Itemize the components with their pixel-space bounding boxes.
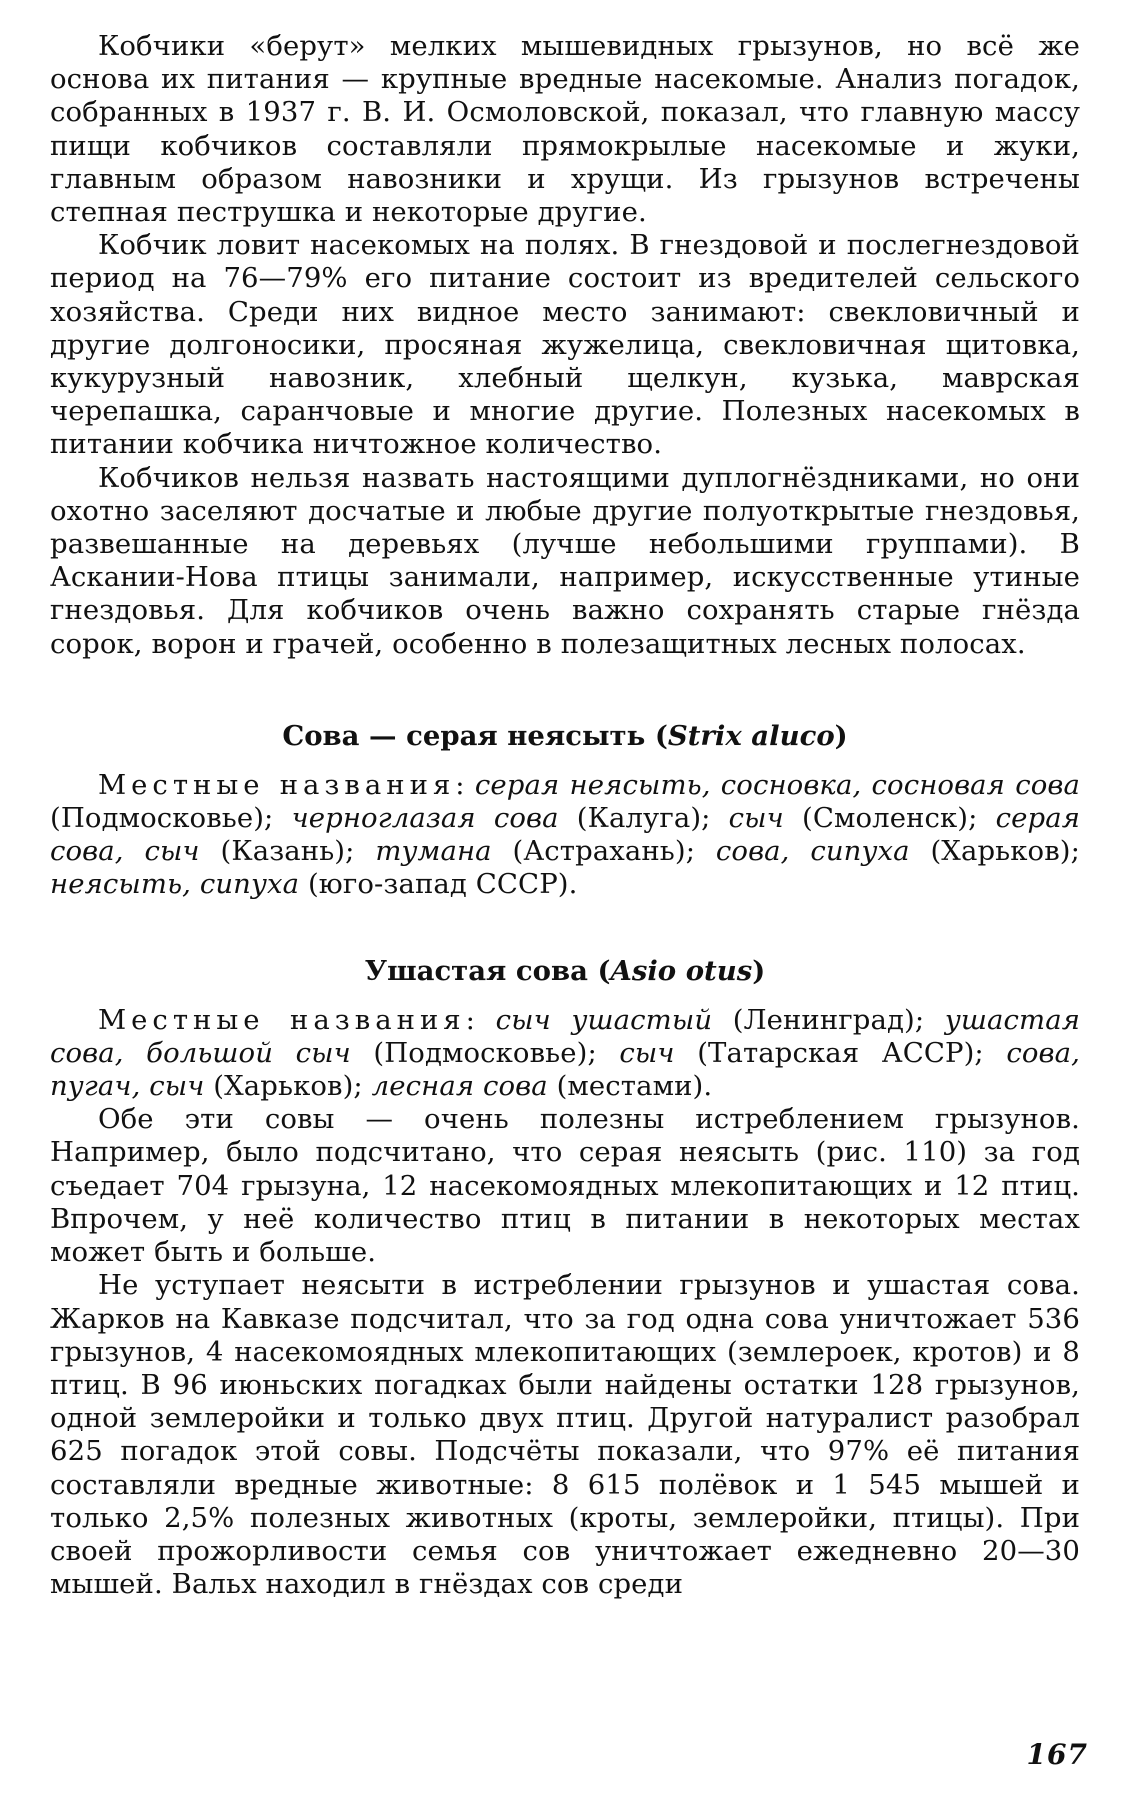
local-names-strix-aluco — [50, 769, 1080, 902]
local-name-region: (юго-запад СССР). — [299, 868, 578, 901]
section-heading-asio-otus — [50, 954, 1080, 988]
heading-close: ) — [834, 719, 848, 752]
local-name-region: (местами). — [547, 1070, 713, 1103]
local-name-region: (Казань); — [199, 835, 376, 868]
local-name-region: (Харьков); — [204, 1070, 372, 1103]
local-name-term: серая неясыть, сосновка, сосновая сова — [474, 768, 1080, 801]
local-name-region: (Подмосковье); — [50, 802, 292, 835]
local-names-asio-otus — [50, 1004, 1080, 1104]
heading-latin-name: Asio otus — [610, 954, 753, 987]
local-name-term: черноглазая сова — [291, 802, 559, 835]
paragraph-owls-2: Не уступает неясыти в истреблении грызунов и ушастая сова. Жарков на Кавказе подсчитал, что за год одна сова уничтожает 536 грызунов, 4 насекомоядных млекопитающих (землероек, кротов) и 8 птиц. В 96 июньских погадках были найдены остатки 128 грызунов, одной землеройки и только двух птиц. Другой натуралист разобрал 625 погадок этой совы. Подсчёты показали, что 97% её питания составляли вредные животные: 8 615 полёвок и 1 545 мышей и только 2,5% полезных животных (кроты, землеройки, птицы). При своей прожорливости семья сов уничтожает ежедневно 20—30 мышей. Вальх находил в гнёздах сов среди — [50, 1269, 1080, 1601]
local-names-label: Местные названия — [98, 768, 456, 801]
local-name-term: тумана — [375, 835, 492, 868]
paragraph-intro-2: Кобчик ловит насекомых на полях. В гнездовой и послегнездовой период на 76—79% его питание состоит из вредителей сельского хозяйства. Среди них видное место занимают: свекловичный и другие долгоносики, просяная жужелица, свекловичная щитовка, кукурузный навозник, хлебный щелкун, кузька, маврская черепашка, саранчовые и многие другие. Полезных насекомых в питании кобчика ничтожное количество. — [50, 229, 1080, 461]
local-name-term: сыч — [619, 1036, 675, 1069]
local-name-region: (Харьков); — [909, 835, 1080, 868]
heading-text: Сова — серая неясыть ( — [282, 719, 668, 752]
local-name-term: сыч — [728, 802, 784, 835]
heading-close: ) — [752, 954, 766, 987]
local-name-term: сова, пугач, сыч — [50, 1036, 1080, 1103]
local-names-label: Местные названия — [98, 1003, 466, 1036]
local-name-region: (Татарская АССР); — [674, 1036, 1007, 1069]
page-number: 167 — [1026, 1738, 1088, 1771]
local-name-term: лесная сова — [371, 1070, 548, 1103]
local-name-region: (Астрахань); — [491, 835, 716, 868]
local-name-term: сыч ушастый — [495, 1003, 713, 1036]
paragraph-owls-1: Обе эти совы — очень полезны истреблением грызунов. Например, было подсчитано, что серая неясыть (рис. 110) за год съедает 704 грызуна, 12 насекомоядных млекопитающих и 12 птиц. Впрочем, у неё количество птиц в питании в некоторых местах может быть и больше. — [50, 1103, 1080, 1269]
paragraph-intro-3: Кобчиков нельзя назвать настоящими дуплогнёздниками, но они охотно заселяют досчатые и любые другие полуоткрытые гнездовья, развешанные на деревьях (лучше небольшими группами). В Аскании-Нова птицы занимали, например, искусственные утиные гнездовья. Для кобчиков очень важно сохранять старые гнёзда сорок, ворон и грачей, особенно в полезащитных лесных полосах. — [50, 461, 1080, 660]
local-name-region: (Подмосковье); — [350, 1036, 620, 1069]
local-name-term: серая сова, сыч — [50, 802, 1081, 868]
local-name-term: ушастая сова, большой сыч — [50, 1003, 1081, 1069]
local-name-region: (Смоленск); — [783, 802, 996, 835]
section-heading-strix-aluco — [50, 719, 1080, 753]
local-name-term: сова, сипуха — [715, 835, 910, 868]
local-name-region: : — [455, 768, 475, 801]
heading-latin-name: Strix aluco — [667, 719, 835, 752]
text-column — [50, 30, 1080, 1601]
paragraph-intro-1: Кобчики «берут» мелких мышевидных грызунов, но всё же основа их питания — крупные вредные насекомые. Анализ погадок, собранных в 1937 г. В. И. Осмоловской, показал, что главную массу пищи кобчиков составляли прямокрылые насекомые и жуки, главным образом навозники и хрущи. Из грызунов встречены степная пеструшка и некоторые другие. — [50, 30, 1080, 229]
local-name-region: : — [465, 1003, 496, 1036]
local-name-term: неясыть, сипуха — [50, 868, 300, 901]
local-name-region: (Калуга); — [558, 802, 729, 835]
heading-text: Ушастая сова ( — [364, 954, 611, 987]
local-name-region: (Ленинград); — [712, 1003, 945, 1036]
